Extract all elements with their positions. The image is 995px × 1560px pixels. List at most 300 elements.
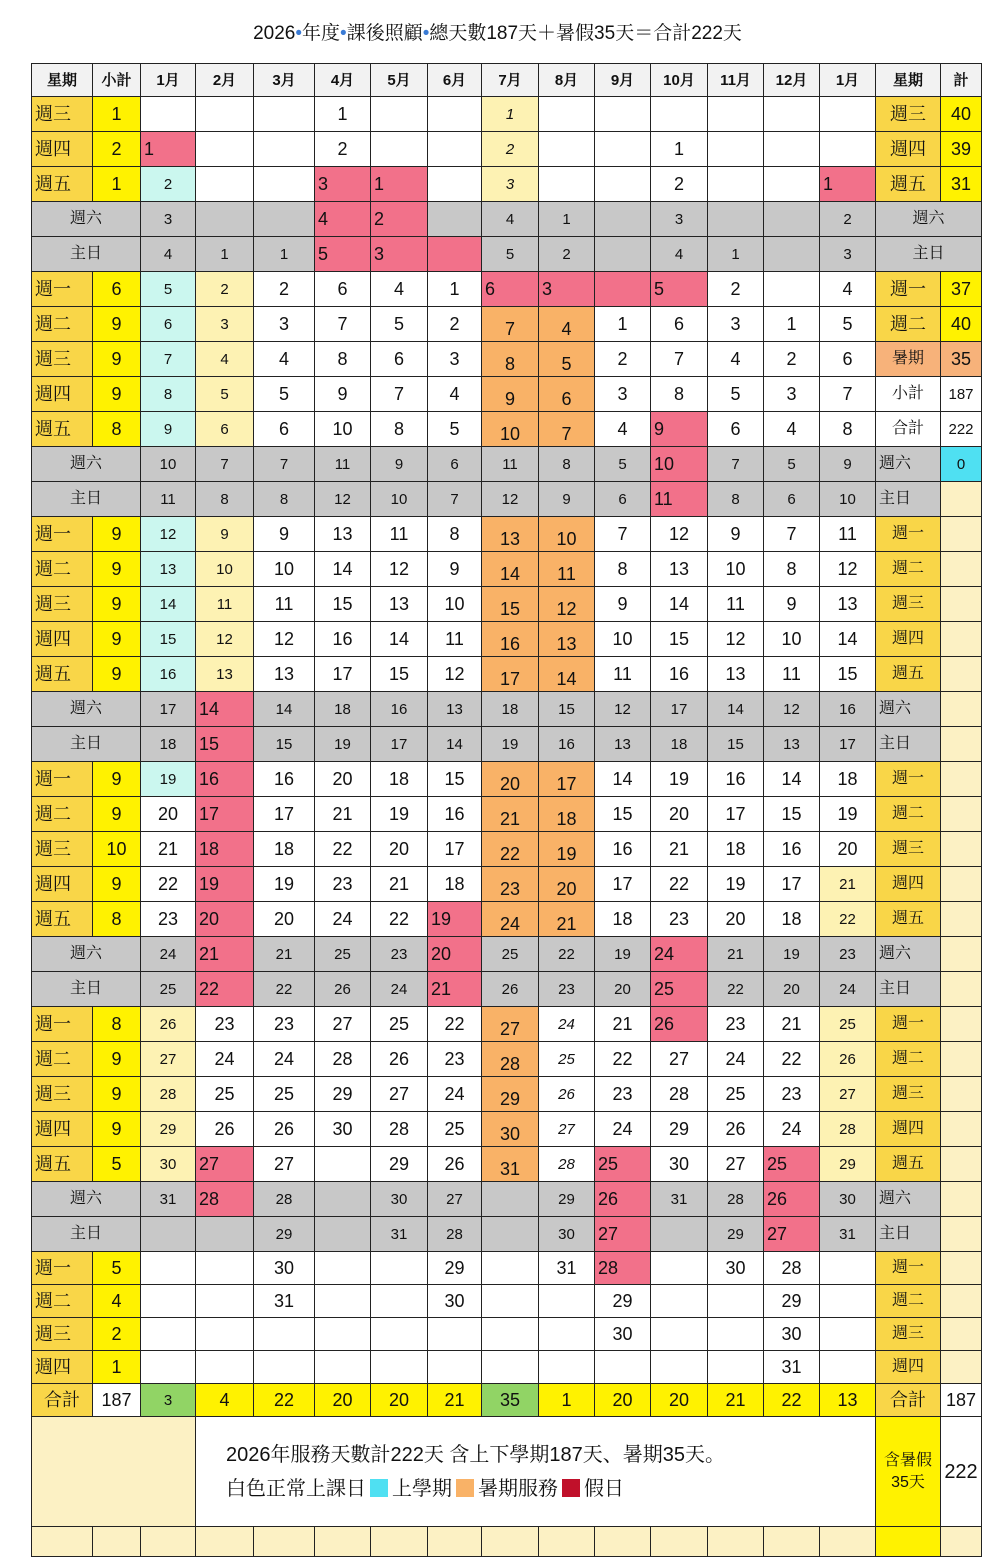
day-cell: 17 [482, 657, 539, 692]
day-cell: 25 [428, 1112, 482, 1147]
day-cell: 17 [141, 692, 196, 727]
day-cell: 15 [708, 727, 764, 762]
day-cell: 20 [820, 832, 876, 867]
day-cell [820, 1285, 876, 1318]
day-cell: 8 [428, 517, 482, 552]
day-cell [820, 1252, 876, 1285]
footer-cell [254, 1527, 315, 1557]
day-cell: 31 [651, 1182, 708, 1217]
day-cell: 13 [428, 692, 482, 727]
day-cell: 4 [764, 412, 820, 447]
day-cell: 30 [254, 1252, 315, 1285]
day-cell: 2 [315, 132, 371, 167]
day-cell: 24 [428, 1077, 482, 1112]
day-cell [651, 97, 708, 132]
day-cell: 23 [315, 867, 371, 902]
month-total: 20 [651, 1384, 708, 1417]
day-cell: 9 [428, 552, 482, 587]
footer-cell [539, 1527, 595, 1557]
day-cell: 6 [141, 307, 196, 342]
day-cell: 15 [196, 727, 254, 762]
day-cell: 26 [371, 1042, 428, 1077]
day-cell: 6 [820, 342, 876, 377]
day-cell [315, 1318, 371, 1351]
day-cell [371, 1252, 428, 1285]
day-cell: 19 [820, 797, 876, 832]
row-subtotal: 10 [93, 832, 141, 867]
day-cell: 28 [482, 1042, 539, 1077]
day-cell: 13 [595, 727, 651, 762]
day-cell: 15 [315, 587, 371, 622]
calendar-table [31, 63, 982, 1557]
day-cell: 1 [254, 237, 315, 272]
day-cell: 23 [254, 1007, 315, 1042]
day-cell [708, 97, 764, 132]
day-cell: 4 [315, 202, 371, 237]
weekday-label: 週六 [32, 937, 141, 972]
day-cell: 22 [764, 1042, 820, 1077]
day-cell: 18 [141, 727, 196, 762]
footer-cell [595, 1527, 651, 1557]
day-cell: 4 [482, 202, 539, 237]
day-cell: 15 [254, 727, 315, 762]
day-cell: 18 [482, 692, 539, 727]
weekday-label-right: 週一 [876, 272, 941, 307]
day-cell: 5 [254, 377, 315, 412]
month-total: 合計 [876, 1384, 941, 1417]
day-cell: 16 [708, 762, 764, 797]
day-cell: 2 [539, 237, 595, 272]
day-cell: 27 [595, 1217, 651, 1252]
weekday-total [941, 1077, 982, 1112]
day-cell: 13 [820, 587, 876, 622]
day-cell [315, 1217, 371, 1252]
day-cell: 17 [371, 727, 428, 762]
day-cell: 11 [371, 517, 428, 552]
day-cell: 19 [595, 937, 651, 972]
row-subtotal: 8 [93, 1007, 141, 1042]
day-cell: 27 [708, 1147, 764, 1182]
day-cell: 8 [482, 342, 539, 377]
day-cell: 9 [196, 517, 254, 552]
day-cell: 30 [315, 1112, 371, 1147]
column-header: 12月 [764, 64, 820, 97]
day-cell: 4 [651, 237, 708, 272]
day-cell: 18 [764, 902, 820, 937]
day-cell: 19 [428, 902, 482, 937]
weekday-label: 週一 [32, 762, 93, 797]
day-cell: 12 [539, 587, 595, 622]
day-cell [820, 1318, 876, 1351]
day-cell: 1 [196, 237, 254, 272]
weekday-label-right: 週二 [876, 307, 941, 342]
weekday-label-right: 週六 [876, 1182, 941, 1217]
weekday-label-right: 週四 [876, 622, 941, 657]
day-cell: 19 [764, 937, 820, 972]
day-cell: 4 [254, 342, 315, 377]
holiday-swatch-icon [562, 1479, 580, 1497]
day-cell: 30 [595, 1318, 651, 1351]
day-cell: 10 [539, 517, 595, 552]
day-cell: 20 [196, 902, 254, 937]
day-cell [428, 97, 482, 132]
day-cell [482, 1217, 539, 1252]
day-cell: 24 [196, 1042, 254, 1077]
day-cell: 11 [482, 447, 539, 482]
weekday-label: 週五 [32, 1147, 93, 1182]
day-cell: 24 [371, 972, 428, 1007]
legend [226, 1472, 875, 1506]
weekday-total: 0 [941, 447, 982, 482]
day-cell: 12 [820, 552, 876, 587]
day-cell: 7 [539, 412, 595, 447]
weekday-total [941, 622, 982, 657]
weekday-label-right: 週五 [876, 657, 941, 692]
weekday-total [941, 692, 982, 727]
day-cell: 18 [254, 832, 315, 867]
day-cell [196, 202, 254, 237]
day-cell: 14 [820, 622, 876, 657]
day-cell: 12 [651, 517, 708, 552]
day-cell: 20 [595, 972, 651, 1007]
row-subtotal: 9 [93, 797, 141, 832]
day-cell: 22 [539, 937, 595, 972]
row-subtotal: 2 [93, 132, 141, 167]
day-cell [820, 97, 876, 132]
day-cell: 22 [141, 867, 196, 902]
title-year: 2026 [253, 23, 296, 44]
day-cell: 26 [708, 1112, 764, 1147]
weekday-total [941, 1112, 982, 1147]
weekday-label-right: 週一 [876, 1252, 941, 1285]
footer-cell [371, 1527, 428, 1557]
footer-cell [820, 1527, 876, 1557]
day-cell: 17 [196, 797, 254, 832]
day-cell: 23 [820, 937, 876, 972]
day-cell: 7 [482, 307, 539, 342]
day-cell: 17 [428, 832, 482, 867]
day-cell [141, 1285, 196, 1318]
day-cell: 5 [539, 342, 595, 377]
day-cell: 20 [141, 797, 196, 832]
day-cell: 27 [315, 1007, 371, 1042]
weekday-total: 40 [941, 307, 982, 342]
day-cell: 25 [482, 937, 539, 972]
day-cell [371, 1285, 428, 1318]
day-cell: 11 [196, 587, 254, 622]
footer-cell [196, 1527, 254, 1557]
day-cell: 1 [428, 272, 482, 307]
column-header: 計 [941, 64, 982, 97]
day-cell: 28 [595, 1252, 651, 1285]
day-cell [764, 97, 820, 132]
month-total: 22 [764, 1384, 820, 1417]
day-cell: 9 [595, 587, 651, 622]
day-cell: 24 [651, 937, 708, 972]
day-cell: 20 [651, 797, 708, 832]
day-cell: 19 [315, 727, 371, 762]
note-box [196, 1417, 876, 1527]
day-cell: 15 [141, 622, 196, 657]
day-cell [196, 97, 254, 132]
term-swatch-icon [370, 1479, 388, 1497]
weekday-label-right: 週一 [876, 1007, 941, 1042]
day-cell: 14 [482, 552, 539, 587]
column-header: 6月 [428, 64, 482, 97]
column-header: 10月 [651, 64, 708, 97]
day-cell: 22 [254, 972, 315, 1007]
weekday-label: 週四 [32, 132, 93, 167]
day-cell: 25 [539, 1042, 595, 1077]
day-cell [539, 1351, 595, 1384]
weekday-total: 31 [941, 167, 982, 202]
legend-summer: 暑期服務 [478, 1477, 558, 1500]
day-cell: 30 [651, 1147, 708, 1182]
day-cell: 8 [764, 552, 820, 587]
weekday-label-right: 暑期 [876, 342, 941, 377]
day-cell: 29 [428, 1252, 482, 1285]
weekday-label-right: 主日 [876, 482, 941, 517]
row-subtotal: 9 [93, 587, 141, 622]
weekday-label: 週一 [32, 272, 93, 307]
day-cell: 28 [141, 1077, 196, 1112]
weekday-label: 週三 [32, 1318, 93, 1351]
day-cell: 23 [196, 1007, 254, 1042]
day-cell: 28 [371, 1112, 428, 1147]
day-cell: 11 [428, 622, 482, 657]
day-cell: 21 [254, 937, 315, 972]
day-cell: 16 [764, 832, 820, 867]
day-cell [196, 1252, 254, 1285]
day-cell [315, 1252, 371, 1285]
footer-cell [764, 1527, 820, 1557]
day-cell: 13 [371, 587, 428, 622]
day-cell [764, 272, 820, 307]
day-cell: 27 [764, 1217, 820, 1252]
day-cell [595, 272, 651, 307]
day-cell: 26 [764, 1182, 820, 1217]
weekday-label: 週二 [32, 797, 93, 832]
row-subtotal: 9 [93, 342, 141, 377]
day-cell: 8 [820, 412, 876, 447]
day-cell: 24 [820, 972, 876, 1007]
weekday-label: 週四 [32, 377, 93, 412]
weekday-label: 週六 [32, 447, 141, 482]
weekday-label-right: 週六 [876, 447, 941, 482]
note-spacer [32, 1417, 196, 1527]
weekday-label: 週五 [32, 902, 93, 937]
day-cell: 9 [371, 447, 428, 482]
weekday-total [941, 1147, 982, 1182]
legend-holiday: 假日 [584, 1477, 624, 1500]
day-cell: 28 [708, 1182, 764, 1217]
day-cell [428, 237, 482, 272]
day-cell: 14 [428, 727, 482, 762]
day-cell: 17 [764, 867, 820, 902]
weekday-total [941, 587, 982, 622]
weekday-total [941, 1182, 982, 1217]
month-total: 合計 [32, 1384, 93, 1417]
day-cell: 26 [196, 1112, 254, 1147]
day-cell: 27 [254, 1147, 315, 1182]
day-cell: 25 [708, 1077, 764, 1112]
day-cell: 22 [196, 972, 254, 1007]
row-subtotal: 9 [93, 867, 141, 902]
day-cell: 14 [539, 657, 595, 692]
day-cell: 1 [482, 97, 539, 132]
day-cell: 15 [651, 622, 708, 657]
day-cell: 7 [141, 342, 196, 377]
day-cell: 20 [315, 762, 371, 797]
day-cell [482, 1252, 539, 1285]
day-cell [482, 1318, 539, 1351]
day-cell: 21 [708, 937, 764, 972]
weekday-label-right: 週二 [876, 552, 941, 587]
weekday-total [941, 937, 982, 972]
weekday-label-right: 主日 [876, 237, 982, 272]
day-cell: 2 [708, 272, 764, 307]
day-cell: 29 [315, 1077, 371, 1112]
day-cell: 17 [651, 692, 708, 727]
day-cell [820, 132, 876, 167]
day-cell: 14 [254, 692, 315, 727]
weekday-total [941, 517, 982, 552]
weekday-total: 37 [941, 272, 982, 307]
day-cell: 31 [371, 1217, 428, 1252]
day-cell: 27 [482, 1007, 539, 1042]
weekday-label-right: 週一 [876, 517, 941, 552]
day-cell: 27 [371, 1077, 428, 1112]
day-cell: 15 [482, 587, 539, 622]
row-subtotal: 9 [93, 377, 141, 412]
day-cell: 29 [539, 1182, 595, 1217]
day-cell: 25 [371, 1007, 428, 1042]
day-cell: 13 [651, 552, 708, 587]
day-cell: 15 [820, 657, 876, 692]
day-cell: 27 [651, 1042, 708, 1077]
day-cell: 10 [595, 622, 651, 657]
day-cell: 27 [141, 1042, 196, 1077]
day-cell: 12 [595, 692, 651, 727]
day-cell: 29 [595, 1285, 651, 1318]
day-cell: 7 [651, 342, 708, 377]
summer-label-1: 含暑假 [883, 1451, 932, 1469]
day-cell: 2 [196, 272, 254, 307]
column-header: 9月 [595, 64, 651, 97]
day-cell: 19 [254, 867, 315, 902]
day-cell: 16 [196, 762, 254, 797]
day-cell: 7 [371, 377, 428, 412]
day-cell [595, 202, 651, 237]
day-cell: 1 [820, 167, 876, 202]
day-cell: 6 [428, 447, 482, 482]
day-cell: 25 [651, 972, 708, 1007]
day-cell: 19 [371, 797, 428, 832]
weekday-label-right: 週五 [876, 1147, 941, 1182]
day-cell: 11 [595, 657, 651, 692]
day-cell: 29 [482, 1077, 539, 1112]
column-header: 4月 [315, 64, 371, 97]
day-cell: 18 [371, 762, 428, 797]
day-cell: 22 [708, 972, 764, 1007]
row-subtotal: 5 [93, 1252, 141, 1285]
day-cell: 28 [820, 1112, 876, 1147]
day-cell: 31 [820, 1217, 876, 1252]
weekday-total [941, 1042, 982, 1077]
day-cell [254, 167, 315, 202]
weekday-label-right: 週四 [876, 1112, 941, 1147]
day-cell [595, 1351, 651, 1384]
day-cell: 30 [371, 1182, 428, 1217]
day-cell: 8 [595, 552, 651, 587]
footer-cell [708, 1527, 764, 1557]
weekday-label: 週一 [32, 1007, 93, 1042]
day-cell: 5 [315, 237, 371, 272]
day-cell: 8 [651, 377, 708, 412]
day-cell: 14 [315, 552, 371, 587]
day-cell: 6 [196, 412, 254, 447]
day-cell: 12 [315, 482, 371, 517]
weekday-label-right: 週一 [876, 762, 941, 797]
day-cell: 25 [595, 1147, 651, 1182]
day-cell: 9 [820, 447, 876, 482]
day-cell: 3 [651, 202, 708, 237]
day-cell: 30 [539, 1217, 595, 1252]
month-total: 20 [371, 1384, 428, 1417]
day-cell [315, 1182, 371, 1217]
weekday-total [941, 552, 982, 587]
month-total: 1 [539, 1384, 595, 1417]
month-total: 20 [315, 1384, 371, 1417]
day-cell: 15 [428, 762, 482, 797]
day-cell [254, 132, 315, 167]
day-cell [371, 1318, 428, 1351]
day-cell: 27 [428, 1182, 482, 1217]
day-cell: 17 [820, 727, 876, 762]
row-subtotal: 2 [93, 1318, 141, 1351]
day-cell: 1 [371, 167, 428, 202]
day-cell: 5 [708, 377, 764, 412]
grand-total: 222 [941, 1417, 982, 1527]
day-cell: 20 [428, 937, 482, 972]
column-header: 小計 [93, 64, 141, 97]
day-cell: 16 [482, 622, 539, 657]
day-cell: 12 [254, 622, 315, 657]
day-cell [196, 1318, 254, 1351]
day-cell: 18 [595, 902, 651, 937]
day-cell [196, 132, 254, 167]
row-subtotal: 1 [93, 97, 141, 132]
weekday-label: 週二 [32, 552, 93, 587]
row-subtotal: 9 [93, 1112, 141, 1147]
day-cell: 5 [764, 447, 820, 482]
day-cell: 30 [708, 1252, 764, 1285]
day-cell: 27 [196, 1147, 254, 1182]
day-cell [708, 132, 764, 167]
weekday-total [941, 1318, 982, 1351]
day-cell: 16 [820, 692, 876, 727]
day-cell: 11 [539, 552, 595, 587]
day-cell: 18 [428, 867, 482, 902]
day-cell: 7 [708, 447, 764, 482]
day-cell [428, 202, 482, 237]
day-cell [651, 1285, 708, 1318]
weekday-label: 週五 [32, 412, 93, 447]
day-cell: 30 [482, 1112, 539, 1147]
day-cell: 12 [371, 552, 428, 587]
day-cell: 7 [820, 377, 876, 412]
day-cell: 24 [539, 1007, 595, 1042]
